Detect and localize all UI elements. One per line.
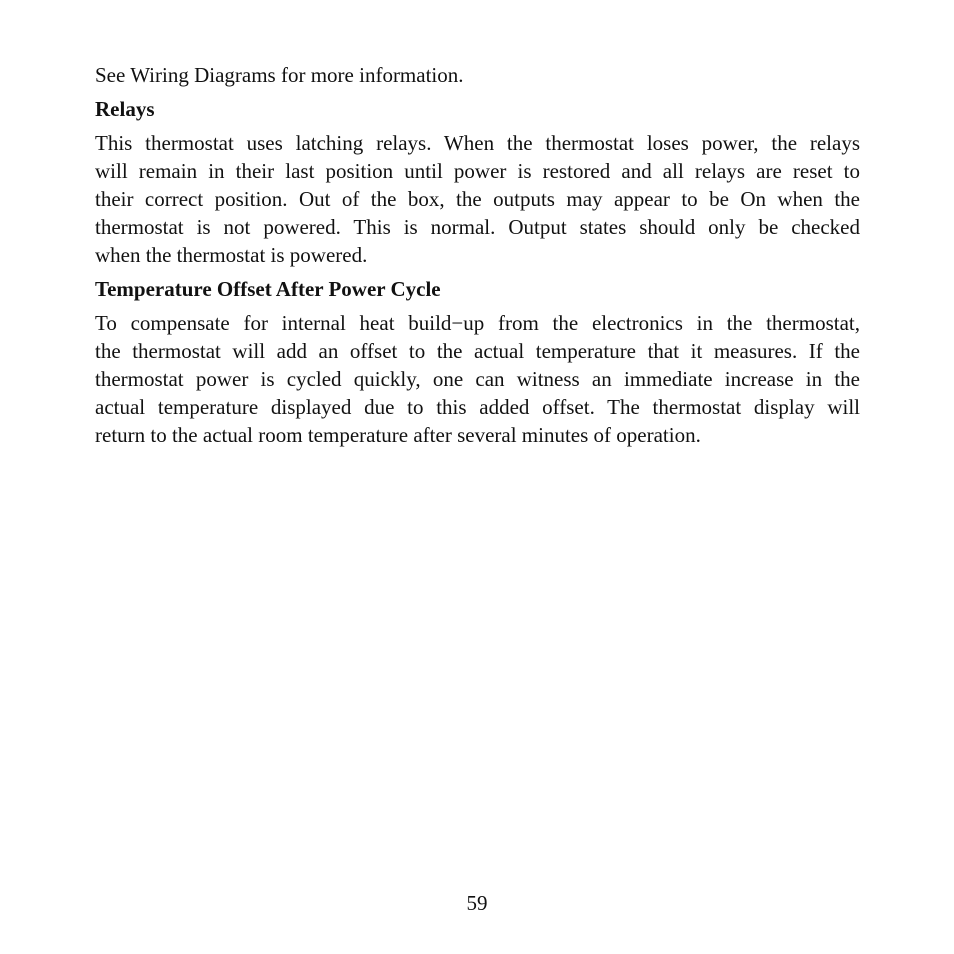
section-temperature-offset xyxy=(95,275,860,449)
paragraph-line: thermostat power is cycled quickly, one can witness an immediate increase in the xyxy=(95,367,860,391)
section-paragraph-relays xyxy=(95,129,860,269)
section-heading-temperature-offset: Temperature Offset After Power Cycle xyxy=(95,277,441,301)
paragraph-line: This thermostat uses latching relays. When the thermostat loses power, the relays xyxy=(95,131,860,155)
section-heading-relays: Relays xyxy=(95,97,155,121)
paragraph-line: will remain in their last position until power is restored and all relays are reset to xyxy=(95,159,860,183)
page-number: 59 xyxy=(466,891,488,915)
section-paragraph-temperature-offset xyxy=(95,309,860,449)
paragraph-line: their correct position. Out of the box, the outputs may appear to be On when the xyxy=(95,187,860,211)
paragraph-line: when the thermostat is powered. xyxy=(95,243,368,267)
intro-text: See Wiring Diagrams for more information. xyxy=(95,63,464,87)
paragraph-line: actual temperature displayed due to this added offset. The thermostat display will xyxy=(95,395,860,419)
section-relays xyxy=(95,95,860,269)
document-page xyxy=(95,61,860,455)
paragraph-line: thermostat is not powered. This is normal. Output states should only be checked xyxy=(95,215,860,239)
paragraph-line: the thermostat will add an offset to the actual temperature that it measures. If the xyxy=(95,339,860,363)
paragraph-line: To compensate for internal heat build−up from the electronics in the thermostat, xyxy=(95,311,860,335)
paragraph-line: return to the actual room temperature after several minutes of operation. xyxy=(95,423,701,447)
